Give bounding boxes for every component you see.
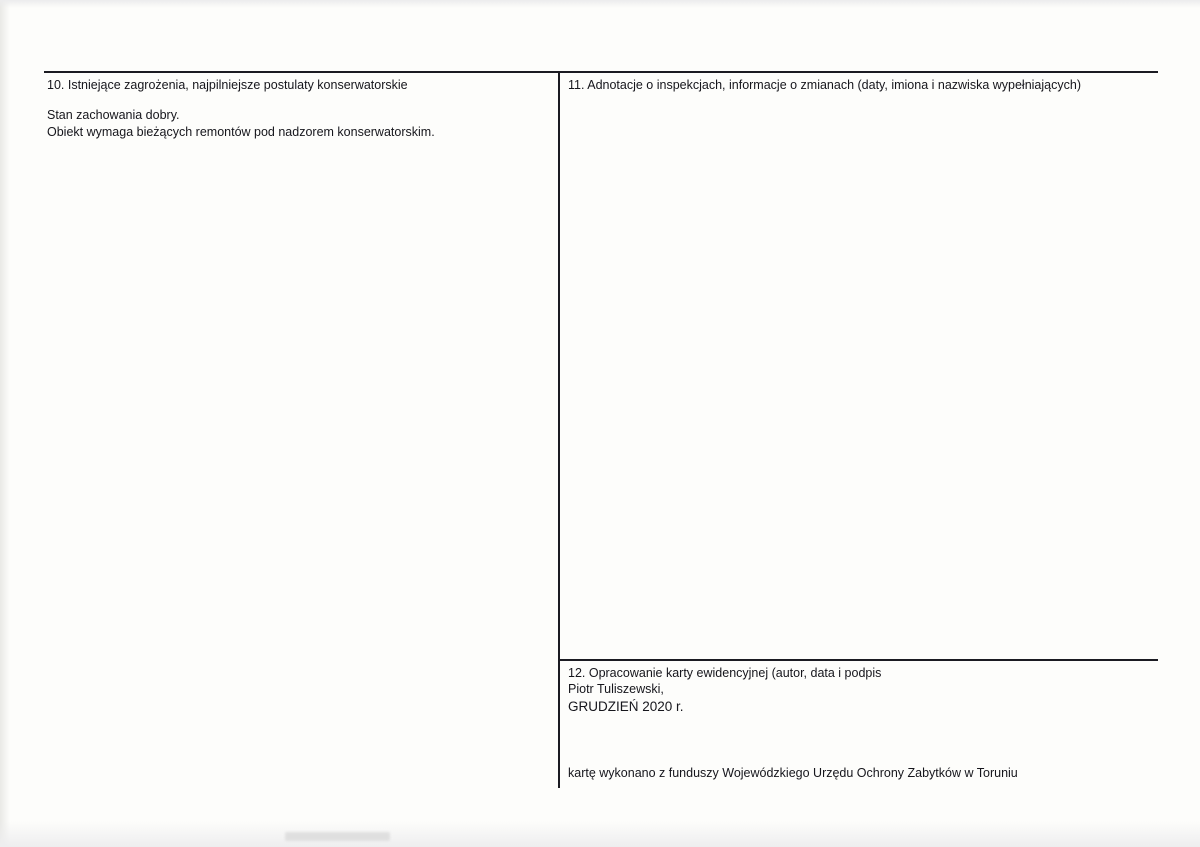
field-12-author: Piotr Tuliszewski, (568, 682, 664, 696)
field-10-line-2: Obiekt wymaga bieżących remontów pod nadzorem konserwatorskim. (47, 125, 435, 139)
field-11-cell (568, 77, 1154, 93)
scan-artifact-smudge (285, 832, 390, 841)
field-12-label: 12. Opracowanie karty ewidencyjnej (autor, data i podpis (568, 666, 882, 680)
table-rule-vertical-divider (558, 71, 560, 788)
field-12-date: GRUDZIEŃ 2020 r. (568, 699, 684, 714)
table-rule-top-right (558, 71, 1158, 73)
field-12-cell (568, 665, 1154, 715)
scan-edge-shadow-top (0, 0, 1200, 8)
field-11-label: 11. Adnotacje o inspekcjach, informacje o zmianach (daty, imiona i nazwiska wypełniających) (568, 78, 1081, 92)
field-10-line-1: Stan zachowania dobry. (47, 108, 180, 122)
field-10-label: 10. Istniejące zagrożenia, najpilniejsze postulaty konserwatorskie (47, 78, 408, 92)
record-card-table (44, 71, 1158, 788)
scan-edge-shadow-bottom (0, 821, 1200, 847)
table-rule-above-field-12 (558, 659, 1158, 661)
field-10-content (47, 107, 547, 141)
scan-edge-shadow-left (0, 0, 10, 847)
field-10-cell (47, 77, 547, 93)
table-rule-top-left (44, 71, 558, 73)
funding-footnote: kartę wykonano z funduszy Wojewódzkiego Urzędu Ochrony Zabytków w Toruniu (568, 766, 1018, 780)
